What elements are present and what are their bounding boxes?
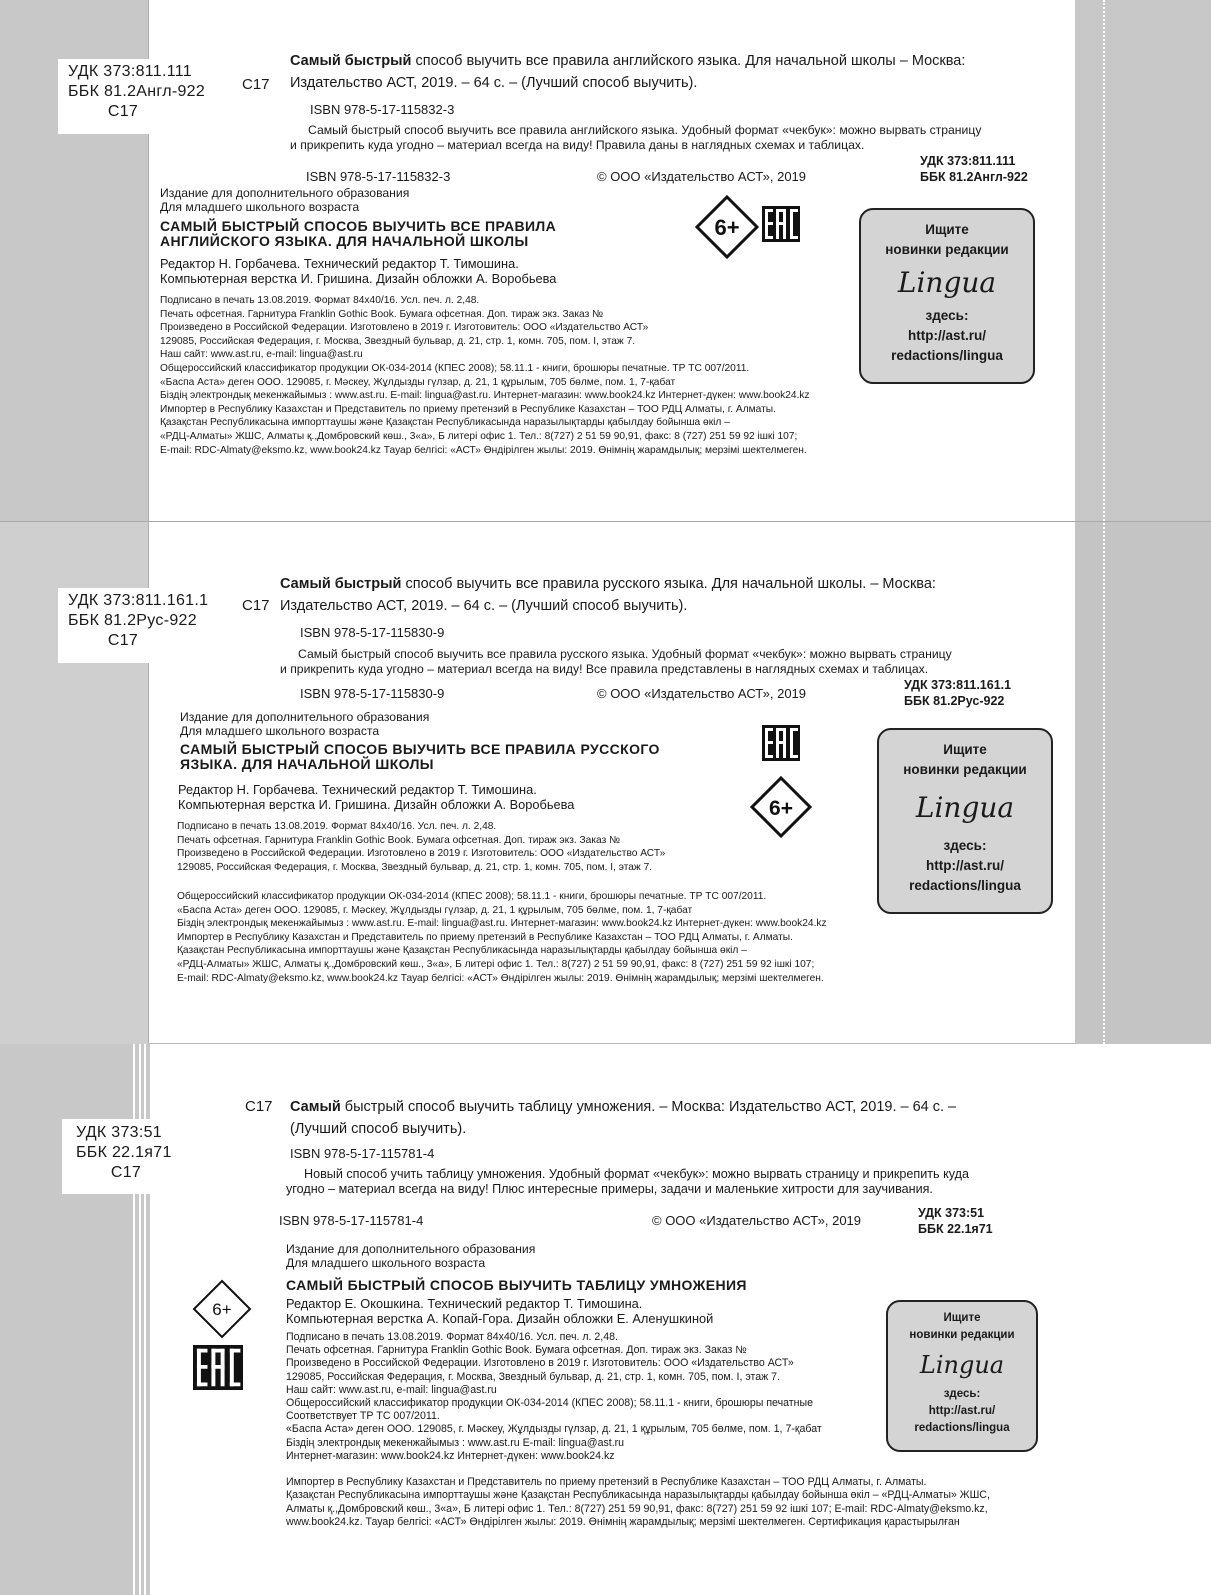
annotation-line2: и прикрепить куда угодно – материал всегда на виду! Все правила представлены в наглядных схемах и таблицах. [280,662,929,676]
credits-line1: Редактор Е. Окошкина. Технический редактор Т. Тимошина. [286,1296,643,1311]
lingua-promo-box [886,1300,1038,1452]
lingua-logo: Lingua [915,791,1015,824]
age-rating-icon [750,776,812,838]
udk-code: УДК 373:811.161.1 [68,592,209,609]
udk-right [920,153,1028,185]
bib-bold-title: Самый быстрый [290,53,412,69]
imprint-line: Подписано в печать 13.08.2019. Формат 84х40/16. Усл. печ. л. 2,48. [286,1331,618,1343]
title-line1: САМЫЙ БЫСТРЫЙ СПОСОБ ВЫУЧИТЬ ВСЕ ПРАВИЛА [160,218,557,234]
isbn-bottom: ISBN 978-5-17-115781-4 [279,1213,424,1228]
isbn-top: ISBN 978-5-17-115832-3 [310,102,455,117]
imprint-line: Алматы қ.,Домбровский көш., 3«а», Б литері офис 1. Тел.: 8(727) 251 59 90,91, факс: 8(727) 251 59 92 ішкі 107; E-mail: RDC-Almaty@eksmo.kz, [286,1502,988,1515]
udk-right-code: УДК 373:811.161.1 [904,678,1012,692]
bbk-right-code: ББК 81.2Рус-922 [904,694,1005,708]
title-line2: АНГЛИЙСКОГО ЯЗЫКА. ДЛЯ НАЧАЛЬНОЙ ШКОЛЫ [160,233,529,249]
imprint-line: Подписано в печать 13.08.2019. Формат 84х40/16. Усл. печ. л. 2,48. [177,821,497,832]
edition-info [286,1242,535,1270]
perforation-line [1103,0,1105,1044]
credits-line1: Редактор Н. Горбачева. Технический редактор Т. Тимошина. [178,782,537,797]
bbk-code: ББК 22.1я71 [76,1144,172,1161]
udk-code: УДК 373:811.111 [68,63,192,80]
promo-line1: Ищите [925,222,969,237]
isbn-bottom: ISBN 978-5-17-115832-3 [306,169,451,184]
annotation-line1: Самый быстрый способ выучить все правила английского языка. Удобный формат «чекбук»: можно вырвать страницу [308,123,982,137]
bibliographic-description [280,573,1060,617]
imprint-line: Интернет-магазин: www.book24.kz Интернет-дүкен: www.book24.kz [286,1449,615,1462]
imprint-line: Произведено в Российской Федерации. Изготовлено в 2019 г. Изготовитель: ООО «Издательство АСТ» [286,1357,794,1370]
credits-line2: Компьютерная верстка И. Гришина. Дизайн обложки А. Воробьева [178,797,575,812]
book-title [160,219,556,249]
imprint-line: 129085, Российская Федерация, г. Москва, Звездный бульвар, д. 21, стр. 1, комн. 705, пом. I, этаж 7. [286,1370,781,1383]
imprint-line: E-mail: RDC-Almaty@eksmo.kz, www.book24.kz Тауар белгісі: «АСТ» Өндірілген жылы: 2019. Өнімнің жарамдылық; мерзімі шектелмеген. [160,444,807,456]
imprint-line: Печать офсетная. Гарнитура Franklin Gothic Book. Бумага офсетная. Доп. тираж экз. Заказ № [177,834,621,846]
fold-line [148,0,149,1044]
imprint-continued [177,890,827,985]
bbk-right-code: ББК 22.1я71 [918,1222,993,1236]
eac-mark-icon [193,1345,243,1390]
imprint-line: Қазақстан Республикасына импорттаушы және Қазақстан Республикасында наразылықтарды қабылдау бойынша өкіл – [177,945,747,957]
isbn-top: ISBN 978-5-17-115830-9 [300,625,445,640]
isbn-bottom: ISBN 978-5-17-115830-9 [300,686,445,701]
bib-line2: Издательство АСТ, 2019. – 64 с. – (Лучший способ выучить). [290,75,698,91]
imprint-line: Произведено в Российской Федерации. Изготовлено в 2019 г. Изготовитель: ООО «Издательство АСТ» [160,322,649,334]
title-line1: САМЫЙ БЫСТРЫЙ СПОСОБ ВЫУЧИТЬ ТАБЛИЦУ УМНОЖЕНИЯ [286,1277,747,1293]
author-sign: С17 [245,1098,273,1115]
udk-right-code: УДК 373:51 [918,1206,985,1220]
annotation-line1: Новый способ учить таблицу умножения. Удобный формат «чекбук»: можно вырвать страницу и прикрепить куда [304,1167,969,1181]
bbk-code: ББК 81.2Англ-922 [68,83,206,100]
imprint-line: Импортер в Республику Казахстан и Представитель по приему претензий в Республике Казахстан – ТОО РДЦ Алматы, г. Алматы. [286,1476,927,1488]
promo-url1: http://ast.ru/ [926,858,1004,873]
udk-tab [62,1119,230,1194]
imprint-line: Общероссийский классификатор продукции ОК-034-2014 (КПЕС 2008); 58.11.1 - книги, брошюры печатные. ТР ТС 007/2011. [160,362,750,374]
lingua-logo: Lingua [897,266,997,299]
right-margin-band-1 [1075,0,1211,522]
author-sign: С17 [242,76,270,93]
eac-mark-icon [762,206,800,242]
imprint-line: «РДЦ-Алматы» ЖШС, Алматы қ.,Домбровский көш., 3«а», Б литері офис 1. Тел.: 8(727) 2 51 59 90,91, факс: 8 (727) 251 59 92 ішкі 107; [177,958,815,970]
imprint-line: Соответствует ТР ТС 007/2011. [286,1410,440,1423]
imprint-line: E-mail: RDC-Almaty@eksmo.kz, www.book24.kz Тауар белгісі: «АСТ» Өндірілген жылы: 2019. Өнімнің жарамдылық; мерзімі шектелмеген. [177,972,824,984]
imprint-line: Произведено в Российской Федерации. Изготовлено в 2019 г. Изготовитель: ООО «Издательство АСТ» [177,848,666,860]
imprint-line: Біздің электрондық мекенжайымыз : www.ast.ru. E-mail: lingua@ast.ru. Интернет-магазин: www.book24.kz Интернет-дүкен: www.book24.kz [160,390,810,402]
age-rating-icon [192,1279,252,1339]
imprint-line: Импортер в Республику Казахстан и Представитель по приему претензий в Республике Казахстан – ТОО РДЦ Алматы, г. Алматы. [160,403,776,415]
promo-line2: новинки редакции [885,242,1009,257]
age-rating-icon [695,195,759,259]
imprint-line: Импортер в Республику Казахстан и Представитель по приему претензий в Республике Казахстан – ТОО РДЦ Алматы, г. Алматы. [177,931,793,943]
annotation-line1: Самый быстрый способ выучить все правила русского языка. Удобный формат «чекбук»: можно вырвать страницу [298,647,952,661]
imprint-line: Печать офсетная. Гарнитура Franklin Gothic Book. Бумага офсетная. Доп. тираж экз. Заказ № [286,1344,747,1357]
imprint-line: Наш сайт: www.ast.ru, e-mail: lingua@ast.ru [286,1383,497,1396]
promo-line1: Ищите [943,1312,981,1324]
credits [286,1296,713,1326]
bbk-code: ББК 81.2Рус-922 [68,612,197,629]
promo-url2: redactions/lingua [914,1422,1010,1434]
promo-line3: здесь: [925,308,969,323]
copyright: © ООО «Издательство АСТ», 2019 [597,686,807,701]
author-mark: С17 [107,632,139,649]
bib-line1: способ выучить все правила русского языка. Для начальной школы. – Москва: [401,576,936,592]
lingua-logo: Lingua [919,1351,1005,1379]
imprint-wide [286,1476,990,1530]
edition-line1: Издание для дополнительного образования [160,186,410,200]
edition-line1: Издание для дополнительного образования [286,1242,536,1256]
right-margin-band-2 [1075,522,1211,1044]
imprint-line: «Баспа Аста» деген ООО. 129085, г. Мәскеу, Жұлдызды гүлзар, д. 21, 1 құрылым, 705 бөлме, пом. 1, 7-қабат [286,1423,822,1436]
promo-line2: новинки редакции [909,1329,1015,1341]
promo-url1: http://ast.ru/ [908,328,986,343]
annotation [286,1167,1066,1197]
bib-line1: быстрый способ выучить таблицу умножения. – Москва: Издательство АСТ, 2019. – 64 с. – [340,1099,957,1115]
credits-line2: Компьютерная верстка А. Копай-Гора. Дизайн обложки Е. Аленушкиной [286,1311,714,1326]
credits [160,256,556,286]
imprint-line: 129085, Российская Федерация, г. Москва, Звездный бульвар, д. 21, стр. 1, комн. 705, пом. I, этаж 7. [177,861,653,873]
annotation [280,647,1060,677]
imprint [177,820,665,874]
imprint-line: «РДЦ-Алматы» ЖШС, Алматы қ.,Домбровский көш., 3«а», Б литері офис 1. Тел.: 8(727) 2 51 59 90,91, факс: 8 (727) 251 59 92 ішкі 107; [160,430,798,442]
imprint-line: Печать офсетная. Гарнитура Franklin Gothic Book. Бумага офсетная. Доп. тираж экз. Заказ № [160,308,604,320]
udk-right-code: УДК 373:811.111 [920,154,1016,168]
copyright: © ООО «Издательство АСТ», 2019 [652,1213,862,1228]
band-divider [0,521,1211,522]
bib-line2: Издательство АСТ, 2019. – 64 с. – (Лучший способ выучить). [280,598,688,614]
credits-line1: Редактор Н. Горбачева. Технический редактор Т. Тимошина. [160,256,519,271]
bib-line1: способ выучить все правила английского языка. Для начальной школы – Москва: [411,53,966,69]
promo-line3: здесь: [943,838,987,853]
annotation [290,123,1050,153]
imprint-line: Біздің электрондық мекенжайымыз : www.ast.ru. E-mail: lingua@ast.ru. Интернет-магазин: www.book24.kz Интернет-дүкен: www.book24.kz [177,918,827,930]
imprint-line: Біздің электрондық мекенжайымыз : www.ast.ru E-mail: lingua@ast.ru [286,1436,625,1449]
imprint-line: Общероссийский классификатор продукции ОК-034-2014 (КПЕС 2008); 58.11.1 - книги, брошюры печатные. ТР ТС 007/2011. [177,891,767,902]
lingua-promo-box [877,728,1053,914]
lingua-promo-box [859,208,1035,384]
author-mark: С17 [107,103,139,120]
edition-line1: Издание для дополнительного образования [180,710,430,724]
bib-bold-title: Самый быстрый [280,576,402,592]
imprint-line: Общероссийский классификатор продукции ОК-034-2014 (КПЕС 2008); 58.11.1 - книги, брошюры печатные [286,1397,813,1410]
bibliographic-description [290,1096,1060,1140]
imprint-line: Наш сайт: www.ast.ru, e-mail: lingua@ast.ru [160,349,363,361]
author-sign: С17 [242,597,270,614]
band-divider [148,1043,1075,1044]
udk-tab [58,588,230,663]
credits-line2: Компьютерная верстка И. Гришина. Дизайн обложки А. Воробьева [160,271,557,286]
bib-bold-title: Самый [290,1099,341,1115]
book-title [180,742,660,772]
edition-line2: Для младшего школьного возраста [286,1256,486,1270]
edition-line2: Для младшего школьного возраста [180,724,380,738]
promo-url2: redactions/lingua [909,878,1021,893]
bib-line2: (Лучший способ выучить). [290,1121,467,1137]
book-title [286,1278,747,1293]
udk-tab [58,59,226,134]
credits [178,782,574,812]
imprint-line: «Баспа Аста» деген ООО. 129085, г. Мәскеу, Жұлдызды гүлзар, д. 21, 1 құрылым, 705 бөлме, пом. 1, 7-қабат [160,376,676,388]
promo-line3: здесь: [943,1388,981,1400]
imprint [160,294,810,457]
copyright: © ООО «Издательство АСТ», 2019 [597,169,807,184]
promo-url2: redactions/lingua [891,348,1003,363]
bbk-right-code: ББК 81.2Англ-922 [920,170,1028,184]
eac-mark-icon [762,725,800,761]
udk-right [904,677,1011,709]
edition-info [180,710,429,738]
udk-code: УДК 373:51 [76,1124,162,1141]
annotation-line2: угодно – материал всегда на виду! Плюс интересные примеры, задачи и маленькие хитрости для заучивания. [286,1182,933,1196]
imprint-line: «Баспа Аста» деген ООО. 129085, г. Мәскеу, Жұлдызды гүлзар, д. 21, 1 құрылым, 705 бөлме, пом. 1, 7-қабат [177,904,693,916]
bibliographic-description [290,50,1050,94]
age-rating-text: 6+ [212,1300,232,1319]
edition-info [160,186,409,214]
edition-line2: Для младшего школьного возраста [160,200,360,214]
isbn-top: ISBN 978-5-17-115781-4 [290,1146,435,1161]
imprint-line: 129085, Российская Федерация, г. Москва, Звездный бульвар, д. 21, стр. 1, комн. 705, пом. I, этаж 7. [160,335,636,347]
imprint-line: Қазақстан Республикасына импорттаушы және Қазақстан Республикасында наразылықтарды қабылдау бойынша өкіл – «РДЦ-Алматы» ЖШС, [286,1489,990,1502]
imprint [286,1331,822,1463]
imprint-line: Подписано в печать 13.08.2019. Формат 84х40/16. Усл. печ. л. 2,48. [160,295,480,306]
annotation-line2: и прикрепить куда угодно – материал всегда на виду! Правила даны в наглядных схемах и таблицах. [290,138,865,152]
imprint-line: Қазақстан Республикасына импорттаушы және Қазақстан Республикасында наразылықтарды қабылдау бойынша өкіл – [160,417,730,429]
age-rating-text: 6+ [714,215,740,240]
title-line2: ЯЗЫКА. ДЛЯ НАЧАЛЬНОЙ ШКОЛЫ [180,756,434,772]
author-mark: С17 [110,1164,142,1181]
imprint-line: www.book24.kz. Тауар белгісі: «АСТ» Өндірілген жылы: 2019. Өнімнің жарамдылық; мерзімі шектелмеген. Сертификация қарастырылған [286,1516,960,1529]
title-line1: САМЫЙ БЫСТРЫЙ СПОСОБ ВЫУЧИТЬ ВСЕ ПРАВИЛА РУССКОГО [180,741,660,757]
udk-right [918,1205,993,1237]
promo-line2: новинки редакции [903,762,1027,777]
promo-url1: http://ast.ru/ [928,1405,996,1417]
age-rating-text: 6+ [769,797,793,820]
promo-line1: Ищите [943,742,987,757]
